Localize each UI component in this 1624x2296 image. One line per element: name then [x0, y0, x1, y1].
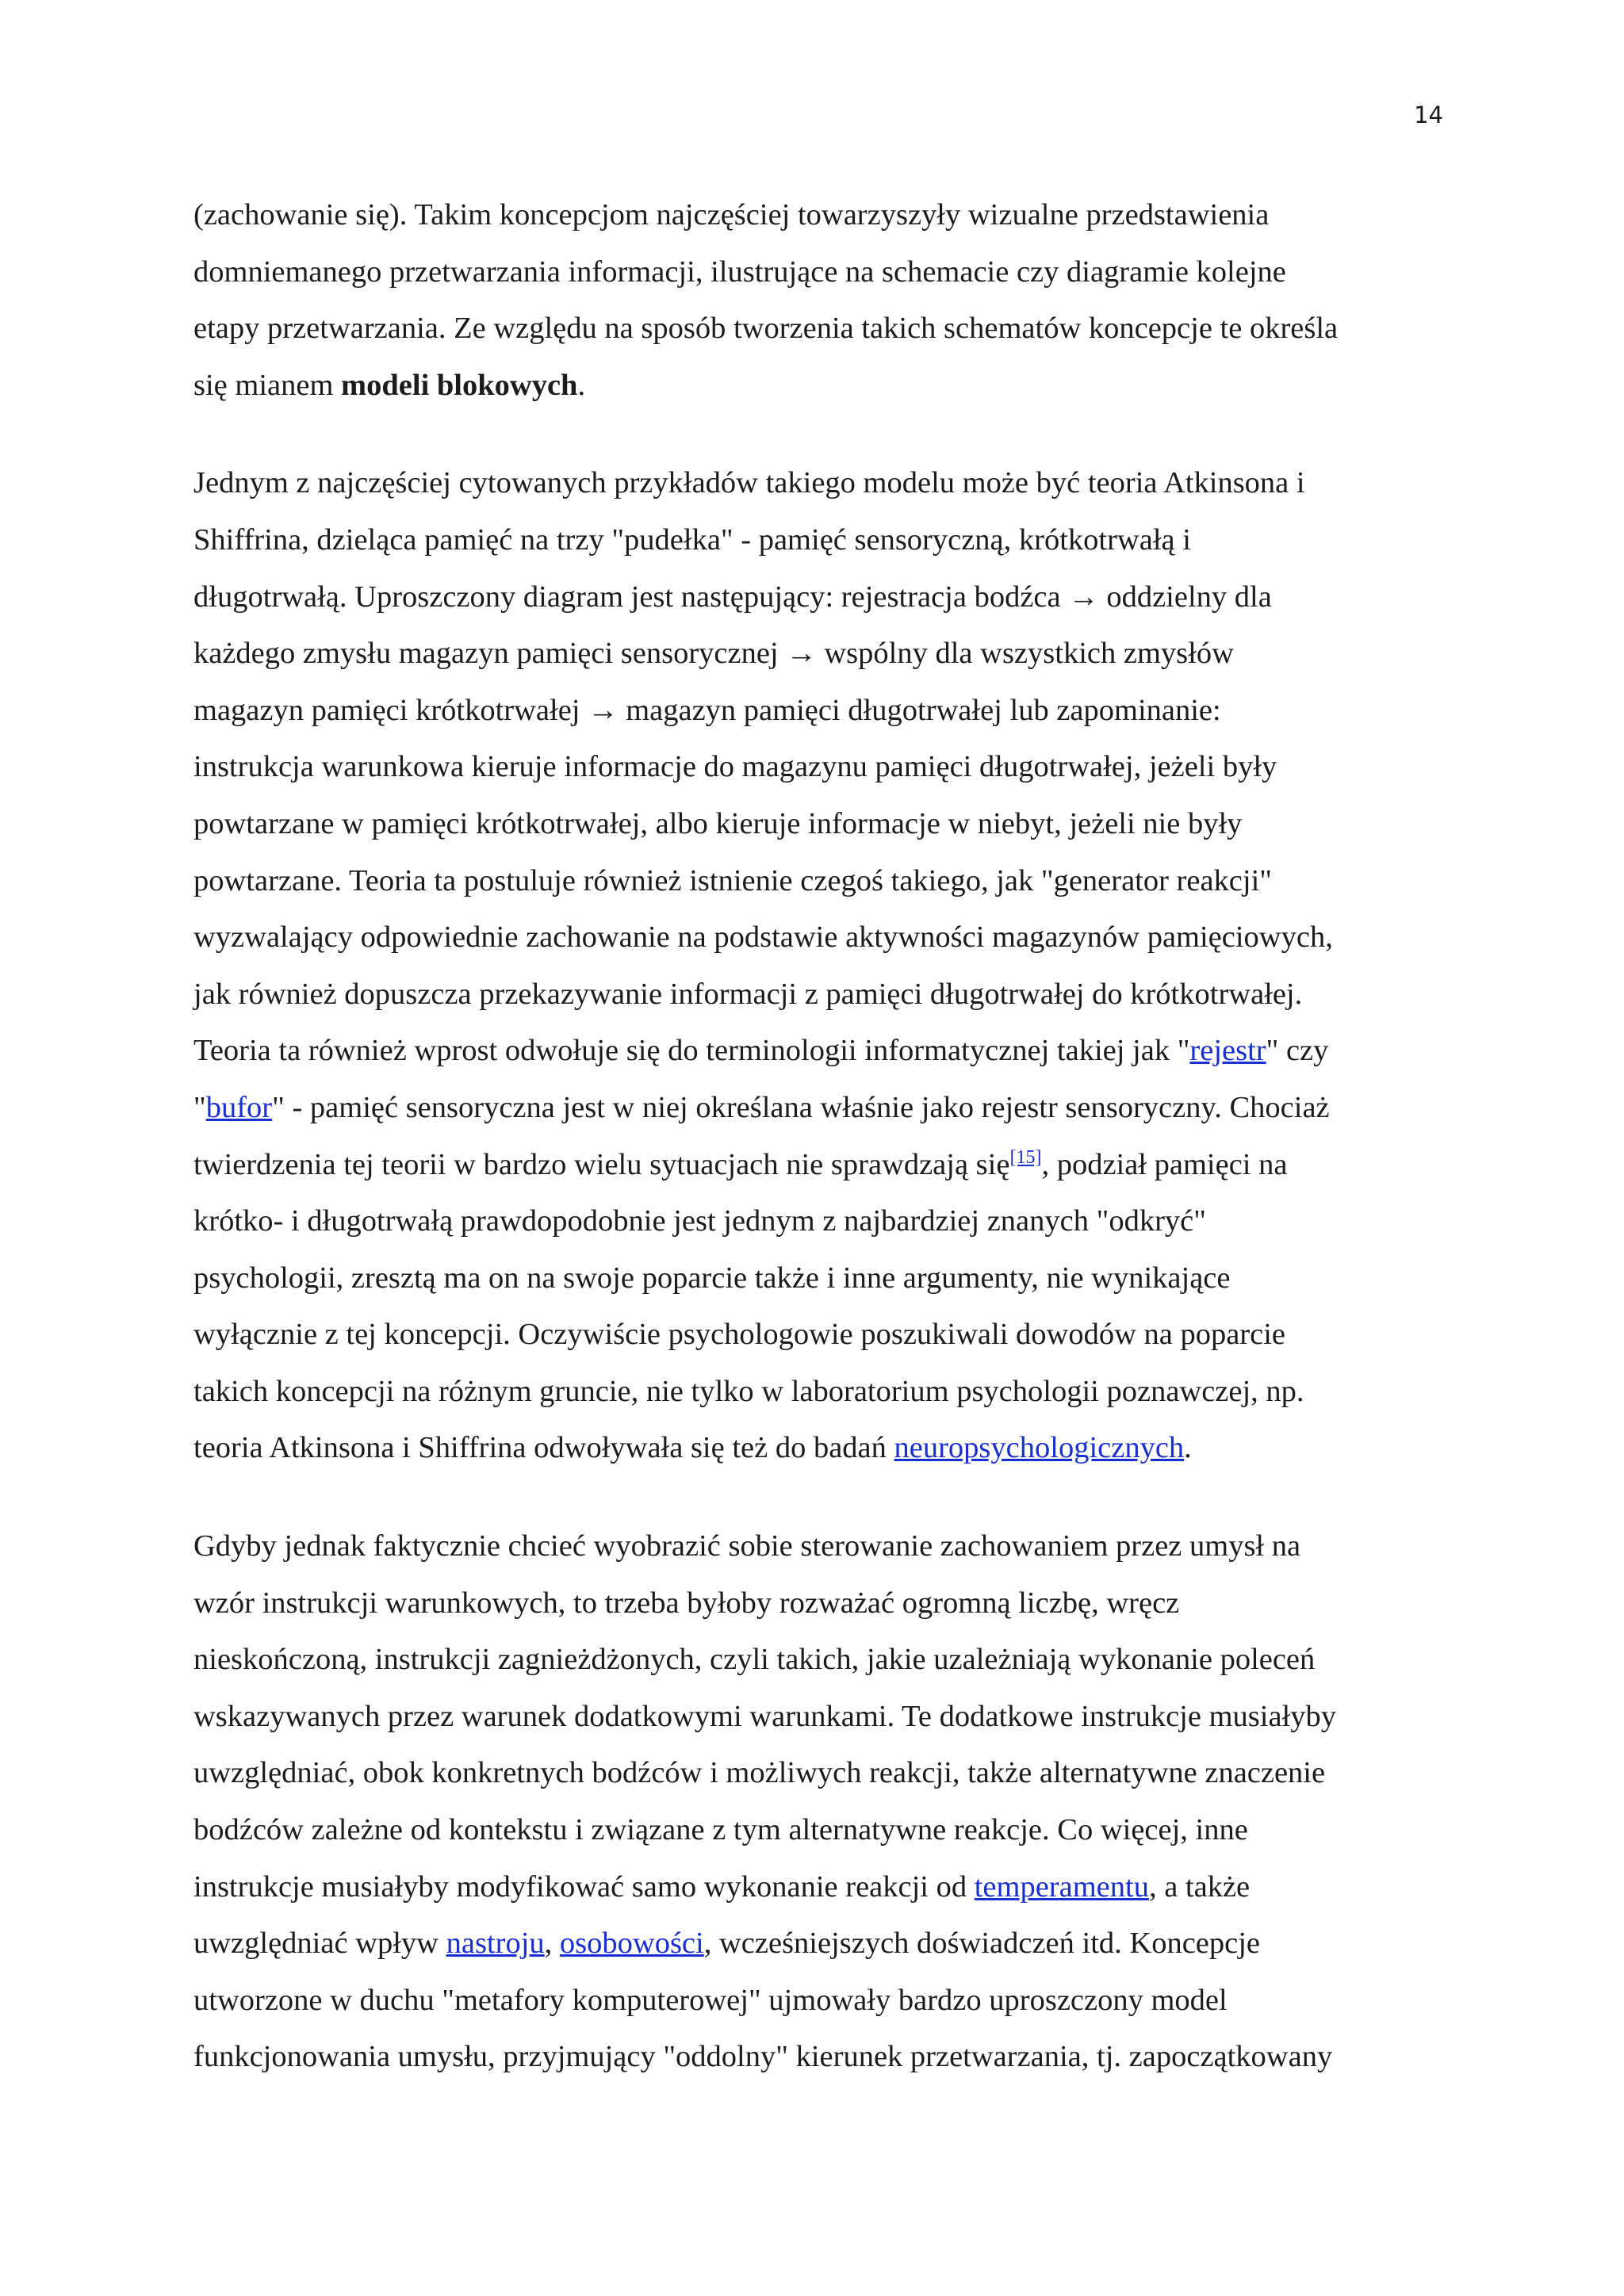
text-run: .	[577, 368, 586, 402]
text-line: Shiffrina, dzieląca pamięć na trzy "pudełka" - pamięć sensoryczną, krótkotrwałą i	[193, 522, 1191, 557]
footnote-ref-15[interactable]: [15]	[1009, 1146, 1042, 1168]
text-run: teoria Atkinsona i Shiffrina odwoływała się też do badań	[193, 1431, 894, 1465]
link-rejestr[interactable]: rejestr	[1189, 1034, 1266, 1068]
link-bufor[interactable]: bufor	[205, 1090, 273, 1124]
text-run: , podział pamięci na	[1041, 1147, 1288, 1181]
document-body	[193, 187, 1446, 2086]
text-line: krótko- i długotrwałą prawdopodobnie jest jednym z najbardziej znanych "odkryć"	[193, 1204, 1206, 1238]
paragraph-3	[193, 1518, 1446, 2086]
text-line: etapy przetwarzania. Ze względu na sposób tworzenia takich schematów koncepcje te określa	[193, 312, 1339, 346]
text-run: się mianem	[193, 368, 342, 402]
text-line	[193, 1859, 1446, 1916]
text-line	[193, 1420, 1446, 1477]
text-line: długotrwałą. Uproszczony diagram jest następujący: rejestracja bodźca → oddzielny dla	[193, 580, 1272, 614]
text-run: " czy	[1266, 1034, 1329, 1068]
text-run: .	[1184, 1431, 1192, 1465]
bold-term: modeli blokowych	[341, 368, 578, 402]
text-line: powtarzane w pamięci krótkotrwałej, albo kieruje informacje w niebyt, jeżeli nie były	[193, 806, 1243, 840]
text-line: nieskończoną, instrukcji zagnieżdżonych, czyli takich, jakie uzależniają wykonanie poleceń	[193, 1643, 1316, 1677]
text-run: "	[193, 1090, 206, 1124]
page-number: 14	[1414, 101, 1443, 128]
text-line: (zachowanie się). Takim koncepcjom najczęściej towarzyszyły wizualne przedstawienia	[193, 198, 1270, 232]
text-line: jak również dopuszcza przekazywanie informacji z pamięci długotrwałej do krótkotrwałej.	[193, 977, 1303, 1011]
text-line: utworzone w duchu "metafory komputerowej" ujmowały bardzo uproszczony model	[193, 1983, 1228, 2017]
text-line: Gdyby jednak faktycznie chcieć wyobrazić sobie sterowanie zachowaniem przez umysł na	[193, 1529, 1301, 1563]
text-run: , wcześniejszych doświadczeń itd. Koncepcje	[703, 1927, 1260, 1961]
text-line: uwzględniać, obok konkretnych bodźców i możliwych reakcji, także alternatywne znaczenie	[193, 1756, 1326, 1790]
text-line: takich koncepcji na różnym gruncie, nie tylko w laboratorium psychologii poznawczej, np.	[193, 1374, 1304, 1408]
text-run: instrukcje musiałyby modyfikować samo wykonanie reakcji od	[193, 1869, 975, 1904]
text-line: instrukcja warunkowa kieruje informacje do magazynu pamięci długotrwałej, jeżeli były	[193, 750, 1277, 784]
text-run: Teoria ta również wprost odwołuje się do terminologii informatycznej takiej jak "	[193, 1034, 1190, 1068]
text-run: , a także	[1148, 1869, 1251, 1904]
paragraph-1	[193, 187, 1446, 414]
text-line: bodźców zależne od kontekstu i związane z tym alternatywne reakcje. Co więcej, inne	[193, 1813, 1248, 1847]
text-run: ,	[544, 1927, 560, 1961]
text-line	[193, 1915, 1446, 1973]
link-osobowości[interactable]: osobowości	[559, 1927, 704, 1961]
text-run: uwzględniać wpływ	[193, 1927, 446, 1961]
link-temperamentu[interactable]: temperamentu	[974, 1869, 1149, 1904]
text-line	[193, 358, 1446, 415]
text-line	[193, 1023, 1446, 1080]
text-line: wskazywanych przez warunek dodatkowymi warunkami. Te dodatkowe instrukcje musiałyby	[193, 1699, 1337, 1733]
text-line: funkcjonowania umysłu, przyjmujący "oddolny" kierunek przetwarzania, tj. zapoczątkowany	[193, 2040, 1333, 2074]
text-line: każdego zmysłu magazyn pamięci sensorycznej → wspólny dla wszystkich zmysłów	[193, 637, 1234, 671]
link-neuropsychologicznych[interactable]: neuropsychologicznych	[894, 1431, 1185, 1465]
text-line: magazyn pamięci krótkotrwałej → magazyn pamięci długotrwałej lub zapominanie:	[193, 693, 1221, 727]
text-line: psychologii, zresztą ma on na swoje poparcie także i inne argumenty, nie wynikające	[193, 1261, 1231, 1295]
text-line: powtarzane. Teoria ta postuluje również istnienie czegoś takiego, jak "generator reakcji"	[193, 863, 1273, 897]
link-nastroju[interactable]: nastroju	[446, 1927, 545, 1961]
text-line	[193, 1137, 1446, 1194]
text-line: wyłącznie z tej koncepcji. Oczywiście psychologowie poszukiwali dowodów na poparcie	[193, 1318, 1285, 1352]
text-line: Jednym z najczęściej cytowanych przykładów takiego modelu może być teoria Atkinsona i	[193, 466, 1305, 500]
paragraph-2	[193, 455, 1446, 1477]
text-line: wzór instrukcji warunkowych, to trzeba byłoby rozważać ogromną liczbę, wręcz	[193, 1586, 1180, 1620]
text-run: twierdzenia tej teorii w bardzo wielu sytuacjach nie sprawdzają się	[193, 1147, 1010, 1181]
text-line	[193, 1080, 1446, 1137]
text-run: " - pamięć sensoryczna jest w niej określana właśnie jako rejestr sensoryczny. Chociaż	[272, 1090, 1330, 1124]
text-line: wyzwalający odpowiednie zachowanie na podstawie aktywności magazynów pamięciowych,	[193, 920, 1333, 955]
text-line: domniemanego przetwarzania informacji, ilustrujące na schemacie czy diagramie kolejne	[193, 254, 1286, 289]
